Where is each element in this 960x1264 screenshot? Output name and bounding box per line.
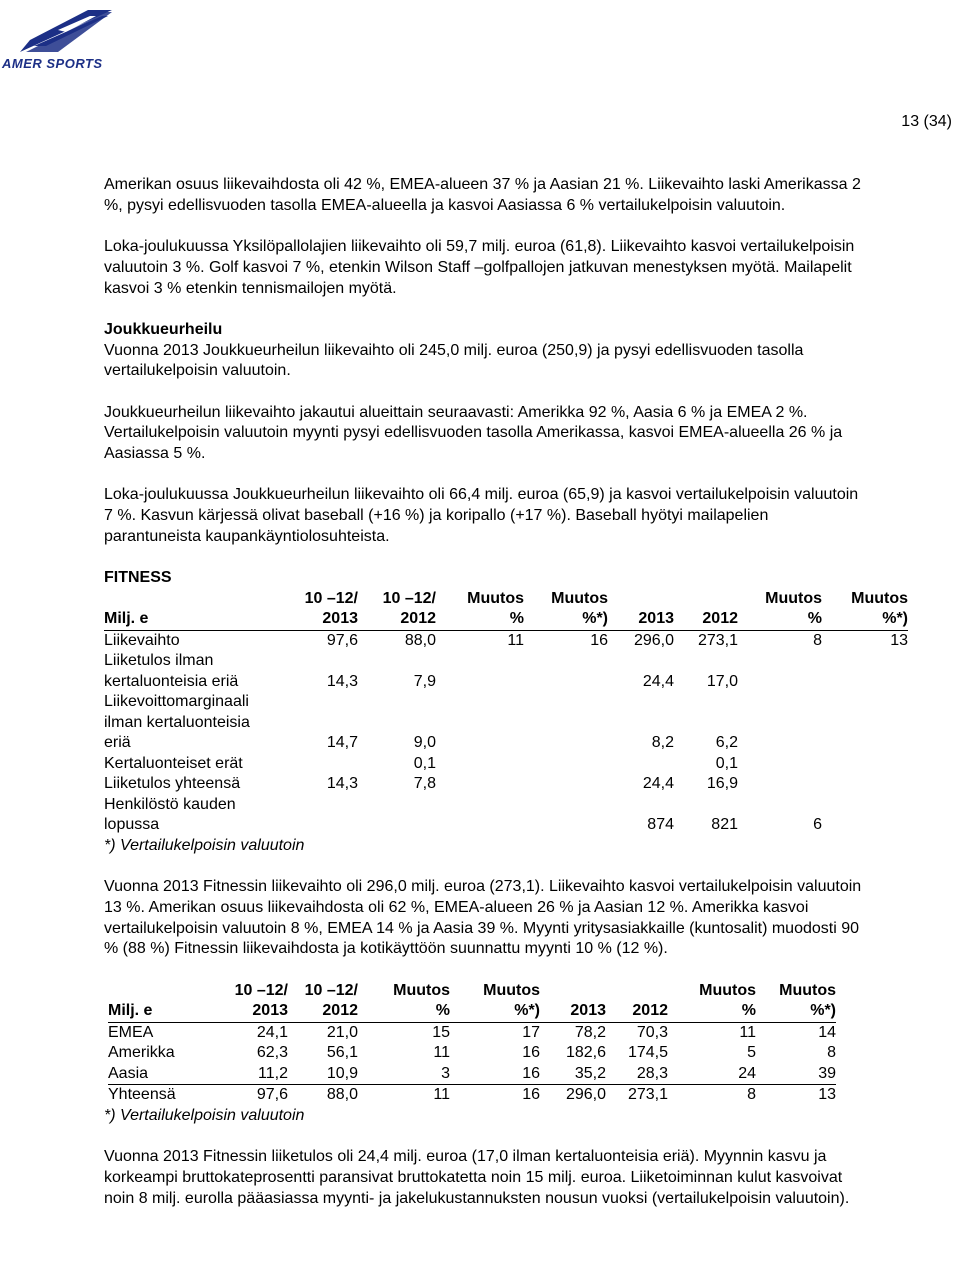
table-header-cell: Muutos (551, 589, 608, 607)
table-cell: 16 (522, 1064, 540, 1082)
table-cell (608, 651, 674, 672)
row-label-cell: Liiketulos ilman (104, 652, 214, 670)
table-cell: 296,0 (540, 1085, 606, 1106)
table-header-row (108, 981, 836, 1002)
table-cell (304, 815, 358, 836)
table-cell (674, 651, 738, 672)
table-cell: 3 (441, 1064, 450, 1082)
table-header-cell: %*) (822, 609, 908, 630)
table-header-cell: Muutos (699, 981, 756, 999)
table-header-cell: 10 –12/ (234, 981, 288, 999)
paragraph: Vuonna 2013 Fitnessin liikevaihto oli 296,0 milj. euroa (273,1). Liikevaihto kasvoi vertailukelpoisin valuutoin 13 %. Amerikan osuus liikevaihdosta oli 62 %, EMEA-alueen 26 % ja Aasian 12 %. Amerikka kasvoi vertailukelpoisin valuutoin 8 %, EMEA 14 % ja Aasia 39 %. Myynti yritysasiakkaille (kuntosalit) muodosti 90 % (88 %) Fitnessin liikevaihdosta ja kotikäyttöön suunnattu myynti 10 % (12 %). (104, 878, 862, 958)
table-cell: 14,7 (326, 734, 358, 752)
table-cell (358, 713, 436, 734)
row-label-cell: Aasia (108, 1064, 149, 1082)
table-cell (822, 774, 908, 795)
paragraph: Joukkueurheilun liikevaihto jakautui alueittain seuraavasti: Amerikka 92 %, Aasia 6 % ja EMEA 2 %. Vertailukelpoisin valuutoin myynti pysyi edellisvuoden tasolla Amerikassa, kasvoi EMEA-alueella 26 % ja Aasiassa 5 %. (104, 403, 843, 463)
table-row (104, 713, 908, 734)
table-cell: 24,1 (256, 1023, 288, 1041)
table-cell: 0,1 (715, 754, 738, 772)
table-header-cell (108, 981, 216, 1002)
table-cell: 6 (813, 816, 822, 834)
table-cell (524, 672, 608, 693)
table-header-cell: 2013 (540, 1001, 606, 1022)
fitness-regional-sales-table (108, 981, 836, 1106)
table-cell (524, 713, 608, 734)
table-cell: 14,3 (326, 775, 358, 793)
table-cell (358, 795, 436, 816)
table-header-row (104, 589, 908, 610)
table-row (108, 1085, 836, 1106)
row-label-cell: Yhteensä (108, 1085, 216, 1106)
table-cell (524, 692, 608, 713)
table-cell (738, 651, 822, 672)
paragraph: Amerikan osuus liikevaihdosta oli 42 %, EMEA-alueen 37 % ja Aasian 21 %. Liikevaihto laski Amerikassa 2 %, pysyi edellisvuoden tasolla EMEA-alueella ja kasvoi Aasiassa 6 % vertailukelpoisin valuutoin. (104, 176, 861, 214)
table-cell (358, 815, 436, 836)
table-cell: 97,6 (216, 1085, 288, 1106)
table-row (108, 1022, 836, 1043)
table-header-cell: Muutos (851, 589, 908, 607)
table-cell (524, 651, 608, 672)
table-cell (358, 692, 436, 713)
table-cell (738, 713, 822, 734)
table-cell (674, 713, 738, 734)
table-cell: 39 (818, 1064, 836, 1082)
row-label-cell: kertaluonteisia eriä (104, 672, 239, 690)
table-cell: 21,0 (326, 1023, 358, 1041)
table-cell (608, 713, 674, 734)
row-label-cell: Liikevoittomarginaali (104, 693, 249, 711)
table-cell: 6,2 (715, 734, 738, 752)
table-cell (822, 692, 908, 713)
section-heading: Joukkueurheilu (104, 320, 223, 338)
table-cell: 70,3 (636, 1023, 668, 1041)
table-cell (304, 692, 358, 713)
table-cell: 7,8 (413, 775, 436, 793)
table-header-cell: 2012 (606, 1001, 668, 1022)
table-cell (608, 754, 674, 775)
table-cell: 7,9 (413, 672, 436, 690)
table-cell: 88,0 (288, 1085, 358, 1106)
table-row (104, 733, 908, 754)
table-header-cell: % (436, 609, 524, 630)
table-cell (674, 795, 738, 816)
table-cell (436, 754, 524, 775)
table-cell (822, 672, 908, 693)
table-header-cell: Muutos (765, 589, 822, 607)
document-body (104, 175, 908, 1209)
table-row (104, 815, 908, 836)
table-cell (822, 651, 908, 672)
table-cell: 14,3 (326, 672, 358, 690)
table-cell (738, 774, 822, 795)
table-cell: 16,9 (706, 775, 738, 793)
table-cell (524, 815, 608, 836)
table-cell: 5 (747, 1044, 756, 1062)
table-header-cell (608, 589, 674, 610)
table-cell: 16 (522, 1044, 540, 1062)
table-cell (304, 713, 358, 734)
table-cell: 273,1 (697, 631, 738, 649)
amer-sports-logo (0, 4, 130, 71)
table-cell: 11 (358, 1085, 450, 1106)
table-cell (608, 795, 674, 816)
table-header-cell: 2012 (358, 609, 436, 630)
table-body (104, 630, 908, 836)
table-cell: 821 (711, 816, 738, 834)
table-cell: 15 (432, 1023, 450, 1041)
table-row (104, 651, 908, 672)
row-label-cell: eriä (104, 734, 131, 752)
table-cell: 56,1 (326, 1044, 358, 1062)
row-label-cell: EMEA (108, 1023, 154, 1041)
table-cell (436, 774, 524, 795)
table-row (104, 692, 908, 713)
table-cell: 8,2 (651, 734, 674, 752)
table-header-cell: 2012 (674, 609, 738, 630)
table-cell: 0,1 (413, 754, 436, 772)
table-cell: 273,1 (606, 1085, 668, 1106)
table-header-cell: 2013 (304, 609, 358, 630)
table-header-cell: 2013 (216, 1001, 288, 1022)
table-cell: 8 (813, 631, 822, 649)
table-row (104, 672, 908, 693)
table-header-cell: 2013 (608, 609, 674, 630)
table-cell: 24 (738, 1064, 756, 1082)
table-footnote: *) Vertailukelpoisin valuutoin (104, 1106, 305, 1124)
table-cell (436, 815, 524, 836)
table-cell: 8 (668, 1085, 756, 1106)
table-cell: 35,2 (574, 1064, 606, 1082)
table-cell: 296,0 (633, 631, 674, 649)
table-header-cell: % (738, 609, 822, 630)
table-cell: 97,6 (326, 631, 358, 649)
table-header-cell: %*) (756, 1001, 836, 1022)
table-cell (524, 754, 608, 775)
table-cell: 11 (433, 1044, 450, 1062)
row-label-cell: Amerikka (108, 1044, 175, 1062)
table-cell (822, 733, 908, 754)
table-row (104, 630, 908, 651)
table-cell (436, 795, 524, 816)
table-cell: 16 (450, 1085, 540, 1106)
table-cell (436, 733, 524, 754)
table-cell: 11 (739, 1023, 756, 1041)
table-cell: 62,3 (256, 1044, 288, 1062)
table-cell: 14 (818, 1023, 836, 1041)
table-cell (358, 651, 436, 672)
table-header-cell: Muutos (393, 981, 450, 999)
table-cell: 16 (590, 631, 608, 649)
row-label-cell: Henkilöstö kauden (104, 795, 236, 813)
table-row (104, 754, 908, 775)
table-cell (524, 774, 608, 795)
table-header-cell: Milj. e (108, 1001, 216, 1022)
table-header-cell (674, 589, 738, 610)
table-body (108, 1022, 836, 1106)
table-cell: 13 (890, 631, 908, 649)
table-cell (822, 795, 908, 816)
table-cell: 9,0 (413, 734, 436, 752)
table-cell: 17,0 (706, 672, 738, 690)
table-row (104, 774, 908, 795)
table-cell (436, 713, 524, 734)
table-cell (608, 692, 674, 713)
table-cell (822, 754, 908, 775)
table-cell (524, 795, 608, 816)
table-cell: 874 (647, 816, 674, 834)
table-header-cell: Milj. e (104, 609, 304, 630)
page-number: 13 (34) (901, 113, 952, 130)
table-header-cell: %*) (450, 1001, 540, 1022)
row-label-cell: Liiketulos yhteensä (104, 775, 241, 793)
table-cell (738, 754, 822, 775)
table-row (108, 1064, 836, 1085)
table-cell (436, 692, 524, 713)
table-cell: 182,6 (565, 1044, 606, 1062)
table-cell (738, 795, 822, 816)
table-cell (738, 672, 822, 693)
table-header-cell: %*) (524, 609, 608, 630)
table-cell (436, 651, 524, 672)
table-cell (822, 713, 908, 734)
table-cell: 78,2 (574, 1023, 606, 1041)
table-cell: 28,3 (636, 1064, 668, 1082)
table-cell: 11,2 (258, 1064, 288, 1082)
table-header-cell: 2012 (288, 1001, 358, 1022)
table-cell: 13 (756, 1085, 836, 1106)
table-header-row (108, 1001, 836, 1022)
table-cell: 174,5 (627, 1044, 668, 1062)
table-cell (304, 754, 358, 775)
logo-text: AMER SPORTS (2, 56, 103, 71)
table-footnote: *) Vertailukelpoisin valuutoin (104, 836, 305, 854)
table-header-cell: Muutos (779, 981, 836, 999)
table-header-cell: 10 –12/ (304, 589, 358, 607)
row-label-cell: Kertaluonteiset erät (104, 754, 243, 772)
table-header-cell (540, 981, 606, 1002)
table-header-cell: 10 –12/ (382, 589, 436, 607)
paragraph: Loka-joulukuussa Joukkueurheilun liikevaihto oli 66,4 milj. euroa (65,9) ja kasvoi vertailukelpoisin valuutoin 7 %. Kasvun kärjessä olivat baseball (+16 %) ja koripallo (+17 %). Baseball hyötyi mailapelien parantuneista kaupankäyntiolosuhteista. (104, 486, 859, 545)
logo-mark-icon (0, 4, 130, 56)
table-cell (304, 795, 358, 816)
table-header-cell (104, 589, 304, 610)
fitness-key-figures-table (104, 589, 908, 836)
table-row (108, 1043, 836, 1064)
table-cell (822, 815, 908, 836)
table-header-cell: Muutos (483, 981, 540, 999)
table-cell (738, 692, 822, 713)
table-cell (524, 733, 608, 754)
section-heading: FITNESS (104, 569, 172, 587)
table-cell (304, 651, 358, 672)
table-cell (436, 672, 524, 693)
table-cell: 24,4 (642, 775, 674, 793)
row-label-cell: Liikevaihto (104, 631, 180, 649)
row-label-cell: ilman kertaluonteisia (104, 713, 250, 731)
table-cell: 10,9 (326, 1064, 358, 1082)
table-cell: 24,4 (642, 672, 674, 690)
table-header-cell: % (668, 1001, 756, 1022)
table-header-cell: % (358, 1001, 450, 1022)
table-header-row (104, 609, 908, 630)
row-label-cell: lopussa (104, 816, 160, 834)
table-header-cell (606, 981, 668, 1002)
paragraph: Vuonna 2013 Fitnessin liiketulos oli 24,4 milj. euroa (17,0 ilman kertaluonteisia eriä). Myynnin kasvu ja korkeampi bruttokateprosentti paransivat bruttokatetta noin 15 milj. euroa. Liiketoiminnan kulut kasvoivat noin 8 milj. eurolla pääasiassa myynti- ja jakelukustannuksten nousun vuoksi (vertailukelpoisin valuutoin). (104, 1148, 850, 1207)
table-cell (674, 692, 738, 713)
paragraph: Loka-joulukuussa Yksilöpallolajien liikevaihto oli 59,7 milj. euroa (61,8). Liikevaihto kasvoi vertailukelpoisin valuutoin 3 %. Golf kasvoi 7 %, etenkin Wilson Staff –golfpallojen jatkuvan menestyksen myötä. Mailapelit kasvoi 3 % etenkin tennismailojen myötä. (104, 238, 855, 297)
table-cell: 8 (827, 1044, 836, 1062)
table-row (104, 795, 908, 816)
paragraph: Vuonna 2013 Joukkueurheilun liikevaihto oli 245,0 milj. euroa (250,9) ja pysyi edellisvuoden tasolla vertailukelpoisin valuutoin. (104, 341, 804, 380)
table-header-cell: 10 –12/ (304, 981, 358, 999)
table-cell: 88,0 (404, 631, 436, 649)
table-header-cell: Muutos (467, 589, 524, 607)
table-cell: 11 (507, 631, 524, 649)
table-cell: 17 (522, 1023, 540, 1041)
table-cell (738, 733, 822, 754)
